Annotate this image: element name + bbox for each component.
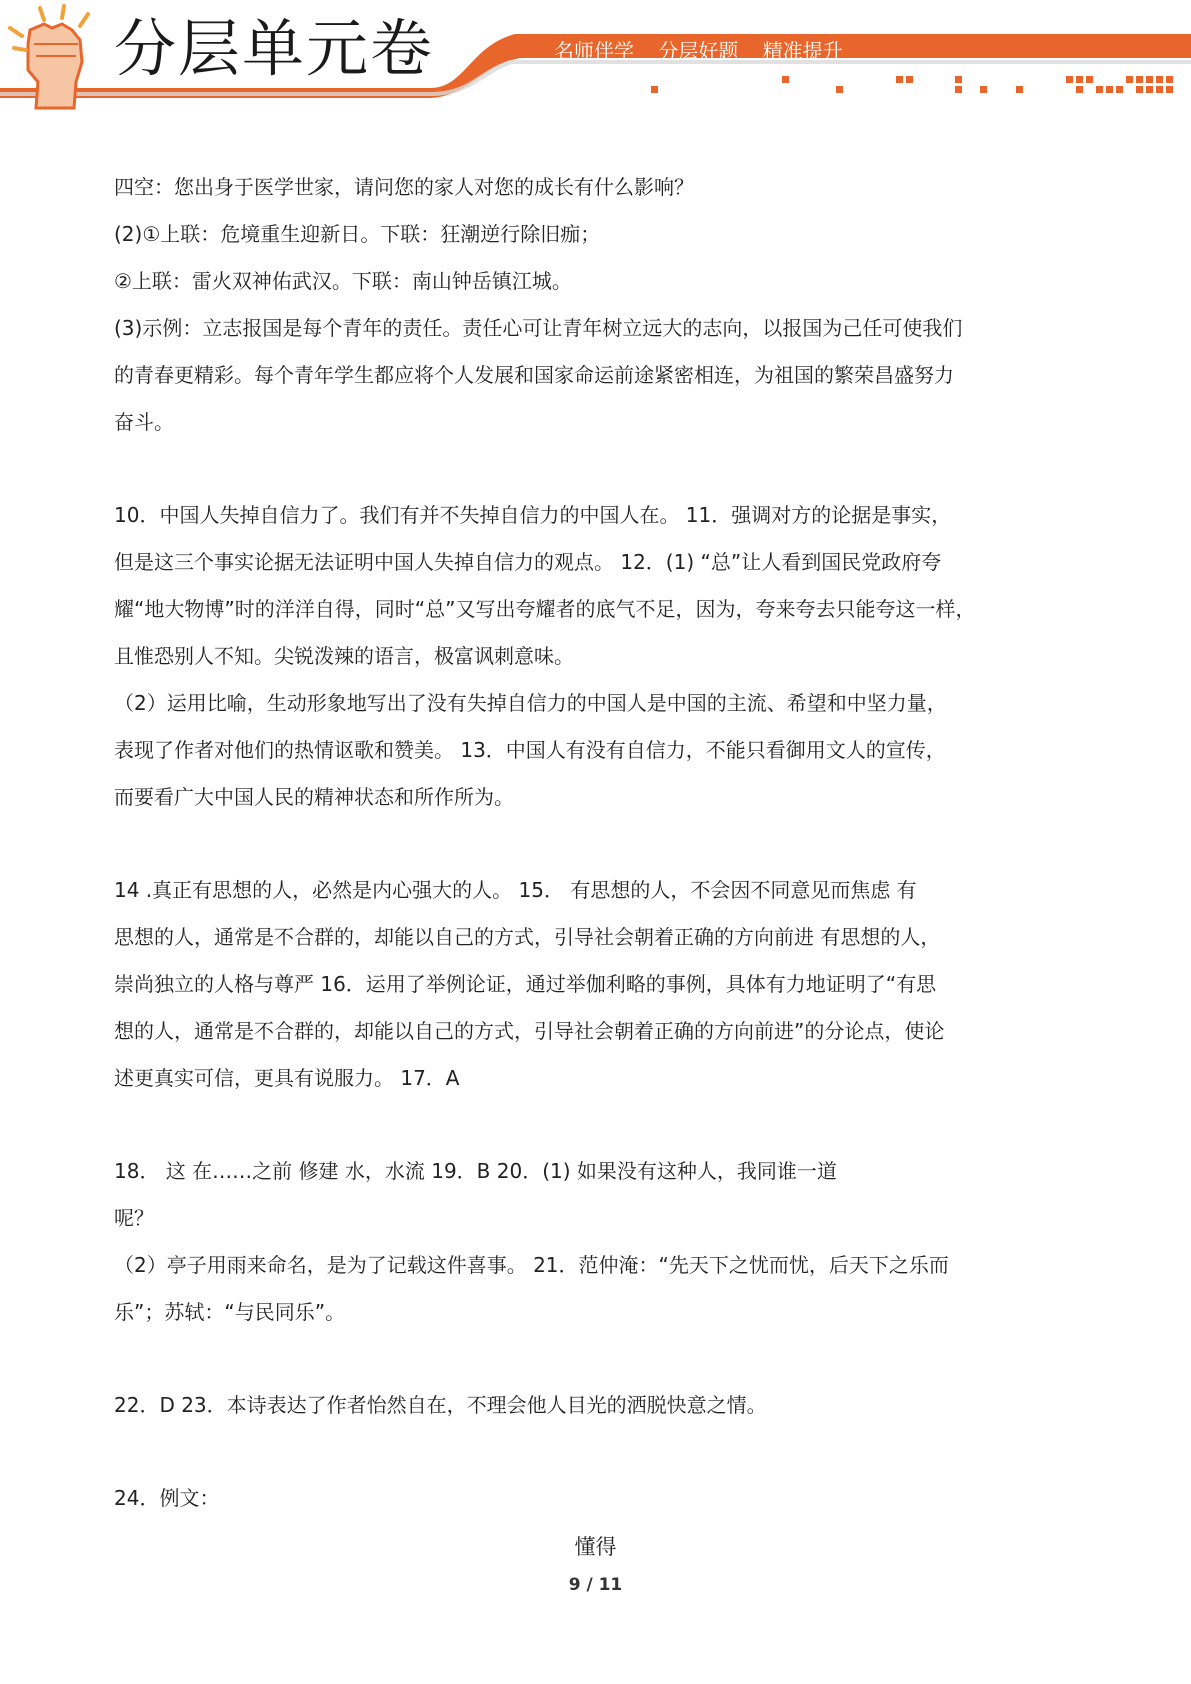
page-header (0, 0, 1191, 120)
text-line: 的青春更精彩。每个青年学生都应将个人发展和国家命运前途紧密相连，为祖国的繁荣昌盛努力 (114, 363, 954, 387)
header-slogan (554, 36, 861, 66)
text-line: 述更真实可信，更具有说服力。 17．A (114, 1066, 460, 1090)
text-line: 而要看广大中国人民的精神状态和所作所为。 (114, 785, 514, 809)
text-line: 乐”；苏轼：“与民同乐”。 (114, 1300, 346, 1324)
text-line: 耀“地大物博”时的洋洋自得，同时“总”又写出夸耀者的底气不足，因为，夸来夸去只能夸这一样， (114, 597, 976, 621)
brand-title: 分层单元卷 (114, 12, 435, 85)
text-line: ②上联：雷火双神佑武汉。下联：南山钟岳镇江城。 (114, 269, 572, 293)
text-line: (3)示例：立志报国是每个青年的责任。责任心可让青年树立远大的志向，以报国为己任可使我们 (114, 316, 963, 340)
text-line: (2)①上联：危境重生迎新日。下联：狂潮逆行除旧痂； (114, 222, 601, 246)
slogan-item: 名师伴学 (554, 39, 634, 63)
text-line: 崇尚独立的人格与尊严 16．运用了举例论证，通过举伽利略的事例，具体有力地证明了“有思 (114, 972, 937, 996)
slogan-item: 分层好题 (658, 39, 739, 63)
text-line: 四空：您出身于医学世家，请问您的家人对您的成长有什么影响？ (114, 175, 694, 199)
slogan-item: 精准提升 (762, 39, 843, 63)
text-line: 奋斗。 (114, 410, 174, 434)
text-line: 24．例文： (114, 1486, 220, 1510)
text-line: 但是这三个事实论据无法证明中国人失掉自信力的观点。 12．(1) “总”让人看到国民党政府夸 (114, 550, 942, 574)
page-number: 9 / 11 (568, 1575, 623, 1595)
answer-content (114, 164, 994, 1522)
text-line: 且惟恐别人不知。尖锐泼辣的语言，极富讽刺意味。 (114, 644, 574, 668)
text-line: 表现了作者对他们的热情讴歌和赞美。 13．中国人有没有自信力，不能只看御用文人的宣传， (114, 738, 946, 762)
essay-title: 懂得 (574, 1535, 617, 1559)
paragraph-gap (114, 1336, 994, 1382)
text-line: 18． 这 在……之前 修建 水，水流 19．B 20．(1) 如果没有这种人，我同谁一道 (114, 1159, 837, 1183)
text-line: 14 .真正有思想的人，必然是内心强大的人。 15． 有思想的人，不会因不同意见而焦虑 有 (114, 878, 917, 902)
paragraph-gap (114, 1429, 994, 1475)
text-line: （2）运用比喻，生动形象地写出了没有失掉自信力的中国人是中国的主流、希望和中坚力量， (114, 691, 947, 715)
text-line: 想的人，通常是不合群的，却能以自己的方式，引导社会朝着正确的方向前进”的分论点，使论 (114, 1019, 945, 1043)
text-line: 22．D 23．本诗表达了作者怡然自在，不理会他人目光的洒脱快意之情。 (114, 1393, 767, 1417)
text-line: 10．中国人失掉自信力了。我们有并不失掉自信力的中国人在。 11．强调对方的论据是事实， (114, 503, 952, 527)
paragraph-gap (114, 821, 994, 867)
paragraph-gap (114, 446, 994, 492)
text-line: 思想的人，通常是不合群的，却能以自己的方式，引导社会朝着正确的方向前进 有思想的人， (114, 925, 941, 949)
text-line: 呢？ (114, 1206, 154, 1230)
paragraph-gap (114, 1102, 994, 1148)
text-line: （2）亭子用雨来命名，是为了记载这件喜事。 21．范仲淹：“先天下之忧而忧，后天下之乐而 (114, 1253, 949, 1277)
